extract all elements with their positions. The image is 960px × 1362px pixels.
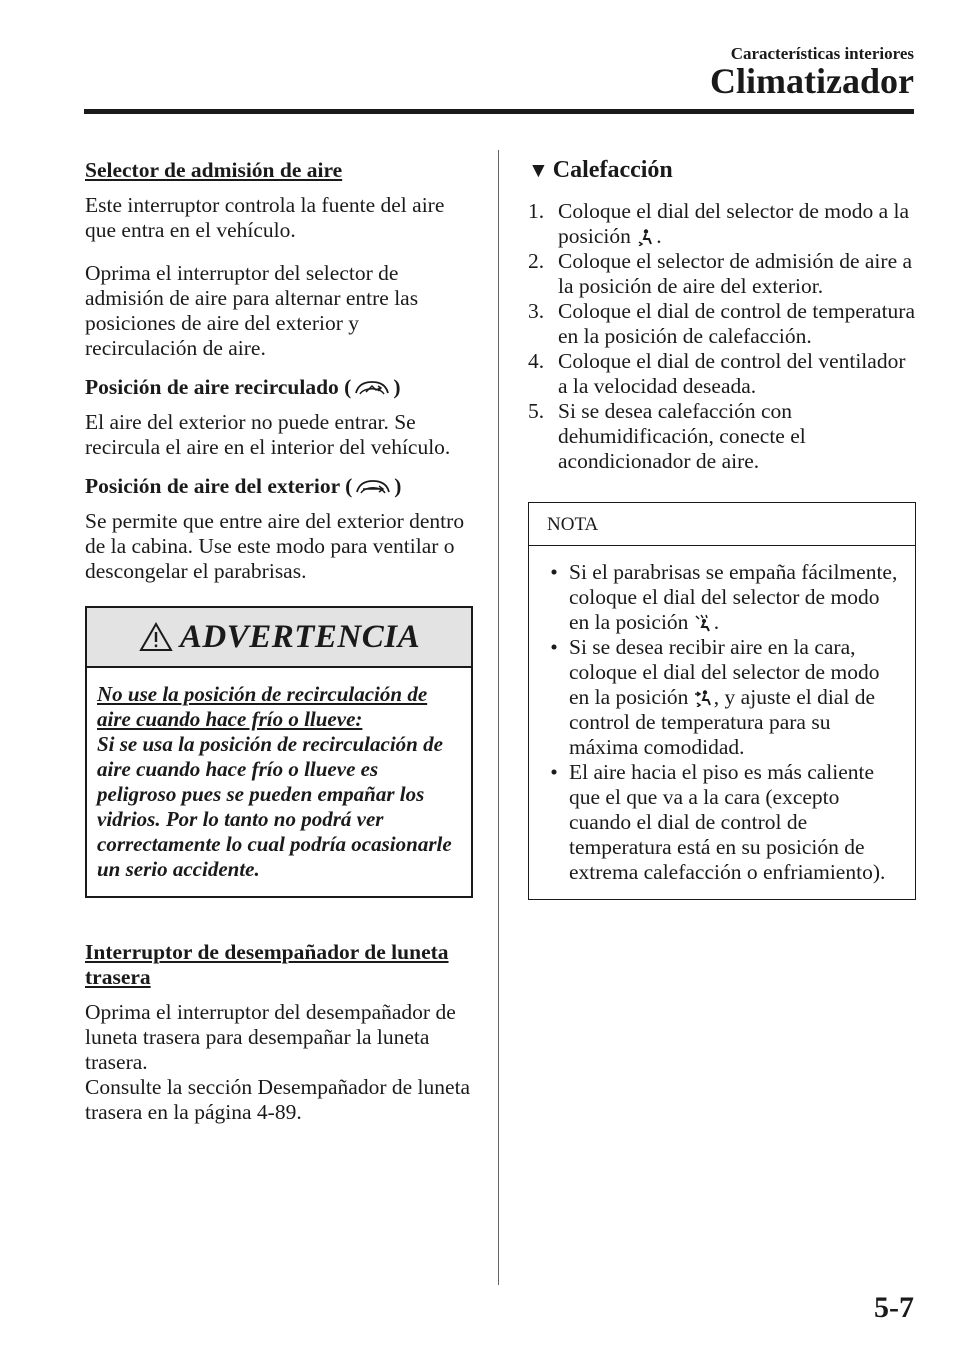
floor-mode-icon xyxy=(636,228,656,246)
list-item: 2. Coloque el selector de admisión de aire a la posición de aire del exterior. xyxy=(528,249,913,298)
list-item: 4. Coloque el dial de control del ventilador a la velocidad deseada. xyxy=(528,349,906,398)
outside-heading-pre: Posición de aire del exterior ( xyxy=(85,474,353,498)
header-section: Características interiores xyxy=(730,44,914,63)
header-rule xyxy=(84,109,914,114)
recirc-heading-pre: Posición de aire recirculado ( xyxy=(85,375,352,399)
face-floor-mode-icon xyxy=(694,689,714,707)
list-item: 3. Coloque el dial de control de temperatura en la posición de calefacción. xyxy=(528,299,916,348)
intake-heading: Selector de admisión de aire xyxy=(85,158,343,182)
recirc-text: El aire del exterior no puede entrar. Se recircula el aire en el interior del vehículo. xyxy=(85,410,451,459)
column-divider xyxy=(498,150,499,1285)
floor-defrost-mode-icon xyxy=(694,614,714,632)
note-bullet: • Si el parabrisas se empaña fácilmente, coloque el dial del selector de modo en la posición . xyxy=(550,560,898,634)
outside-air-icon xyxy=(353,478,393,496)
warning-text: Si se usa la posición de recirculación de aire cuando hace frío o llueve es peligroso pues se pueden empañar los vidrios. Por lo tanto no podrá ver correctamente lo cual podría ocasionarle un serio accidente. xyxy=(97,732,452,881)
recirculation-icon xyxy=(352,379,392,397)
note-body xyxy=(529,546,915,899)
heating-heading xyxy=(528,158,916,183)
intake-paragraph-1: Este interruptor controla la fuente del aire que entra en el vehículo. xyxy=(85,193,445,242)
intake-paragraph-2: Oprima el interruptor del selector de admisión de aire para alternar entre las posiciones de aire del exterior y recirculación de aire. xyxy=(85,261,419,360)
note-box xyxy=(528,502,916,900)
warning-box xyxy=(85,606,473,898)
page-title: Climatizador xyxy=(710,61,914,101)
right-column xyxy=(528,158,916,900)
warning-title: ADVERTENCIA xyxy=(179,618,421,655)
triangle-bullet-icon: ▼ xyxy=(528,158,549,182)
warning-header xyxy=(87,608,471,668)
note-title: NOTA xyxy=(529,503,915,546)
outside-heading xyxy=(85,474,475,499)
note-bullet: • Si se desea recibir aire en la cara, coloque el dial del selector de modo en la posición , y ajuste el dial de control de temperatura para su máxima comodidad. xyxy=(550,635,880,759)
outside-text: Se permite que entre aire del exterior dentro de la cabina. Use este modo para ventilar o descongelar el parabrisas. xyxy=(85,509,465,583)
list-item: 5. Si se desea calefacción con dehumidificación, conecte el acondicionador de aire. xyxy=(528,399,806,473)
heating-steps xyxy=(528,199,916,474)
heating-heading-text: Calefacción xyxy=(552,157,673,183)
note-bullet: • El aire hacia el piso es más caliente que el que va a la cara (excepto cuando el dial de control de temperatura está en su posición de extrema calefacción o enfriamiento). xyxy=(550,760,886,884)
warning-triangle-icon xyxy=(138,621,174,653)
warning-body xyxy=(87,668,471,896)
defog-paragraph-1: Oprima el interruptor del desempañador de luneta trasera para desempañar la luneta trasera. xyxy=(85,1000,456,1074)
warning-underlined: No use la posición de recirculación de aire cuando hace frío o llueve: xyxy=(97,682,428,731)
defog-heading: Interruptor de desempañador de luneta trasera xyxy=(85,940,449,989)
list-item: 1. Coloque el dial del selector de modo a la posición . xyxy=(528,199,910,248)
recirc-heading-post: ) xyxy=(393,375,401,399)
page-number: 5-7 xyxy=(874,1291,914,1324)
left-column xyxy=(85,158,475,1137)
recirc-heading xyxy=(85,375,475,400)
defog-paragraph-2: Consulte la sección Desempañador de luneta trasera en la página 4-89. xyxy=(85,1075,471,1124)
outside-heading-post: ) xyxy=(394,474,402,498)
